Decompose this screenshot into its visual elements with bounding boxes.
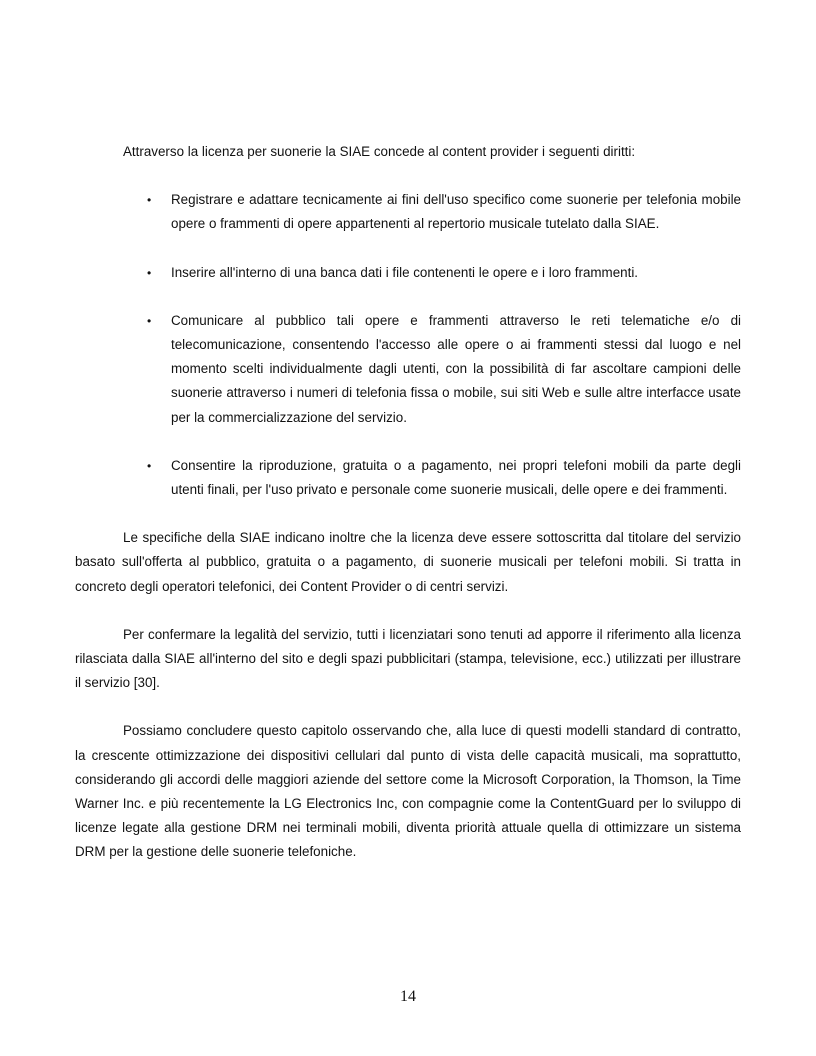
list-item-text: Inserire all'interno di una banca dati i file contenenti le opere e i loro frammenti. xyxy=(171,264,639,280)
bullet-icon: • xyxy=(147,265,152,280)
bullet-icon: • xyxy=(147,193,152,208)
list-item-text: Consentire la riproduzione, gratuita o a pagamento, nei propri telefoni mobili da parte degli utenti finali, per l'uso privato e personale come suonerie musicali, delle opere e dei frammenti. xyxy=(171,457,741,498)
body-paragraph: Per confermare la legalità del servizio, tutti i licenziatari sono tenuti ad apporre il riferimento alla licenza rilasciata dalla SIAE all'interno del sito e degli spazi pubblicitari (stampa, televisione, ecc.) utilizzati per illustrare il servizio [30]. xyxy=(75,626,741,691)
document-page xyxy=(75,140,741,889)
body-paragraph: Le specifiche della SIAE indicano inoltre che la licenza deve essere sottoscritta dal titolare del servizio basato sull'offerta al pubblico, gratuita o a pagamento, di suonerie musicali per telefoni mobili. Si tratta in concreto degli operatori telefonici, dei Content Provider o di centri servizi. xyxy=(75,530,741,594)
list-item xyxy=(75,309,741,430)
bullet-icon: • xyxy=(147,313,152,328)
page-number: 14 xyxy=(400,988,416,1005)
list-item xyxy=(75,454,741,502)
body-paragraph: Possiamo concludere questo capitolo osservando che, alla luce di questi modelli standard di contratto, la crescente ottimizzazione dei dispositivi cellulari dal punto di vista delle capacità musicali, ma soprattutto, considerando gli accordi delle maggiori aziende del settore come la Microsoft Corporation, la Thomson, la Time Warner Inc. e più recentemente la LG Electronics Inc, con compagnie come la ContentGuard per lo sviluppo di licenze legate alla gestione DRM nei terminali mobili, diventa priorità attuale quella di ottimizzare un sistema DRM per la gestione delle suonerie telefoniche. xyxy=(75,723,741,860)
list-item xyxy=(75,261,741,285)
intro-paragraph: Attraverso la licenza per suonerie la SIAE concede al content provider i seguenti diritti: xyxy=(123,144,636,159)
bullet-icon: • xyxy=(147,458,152,473)
rights-list xyxy=(75,188,741,502)
list-item-text: Comunicare al pubblico tali opere e frammenti attraverso le reti telematiche e/o di telecomunicazione, consentendo l'accesso alle opere o ai frammenti stessi dal luogo e nel momento scelti individualmente dagli utenti, con la possibilità di far ascoltare campioni delle suonerie attraverso i numeri di telefonia fissa o mobile, sui siti Web e sulle altre interfacce usate per la commercializzazione del servizio. xyxy=(171,312,741,425)
list-item xyxy=(75,188,741,236)
list-item-text: Registrare e adattare tecnicamente ai fini dell'uso specifico come suonerie per telefonia mobile opere o frammenti di opere appartenenti al repertorio musicale tutelato dalla SIAE. xyxy=(171,192,741,232)
